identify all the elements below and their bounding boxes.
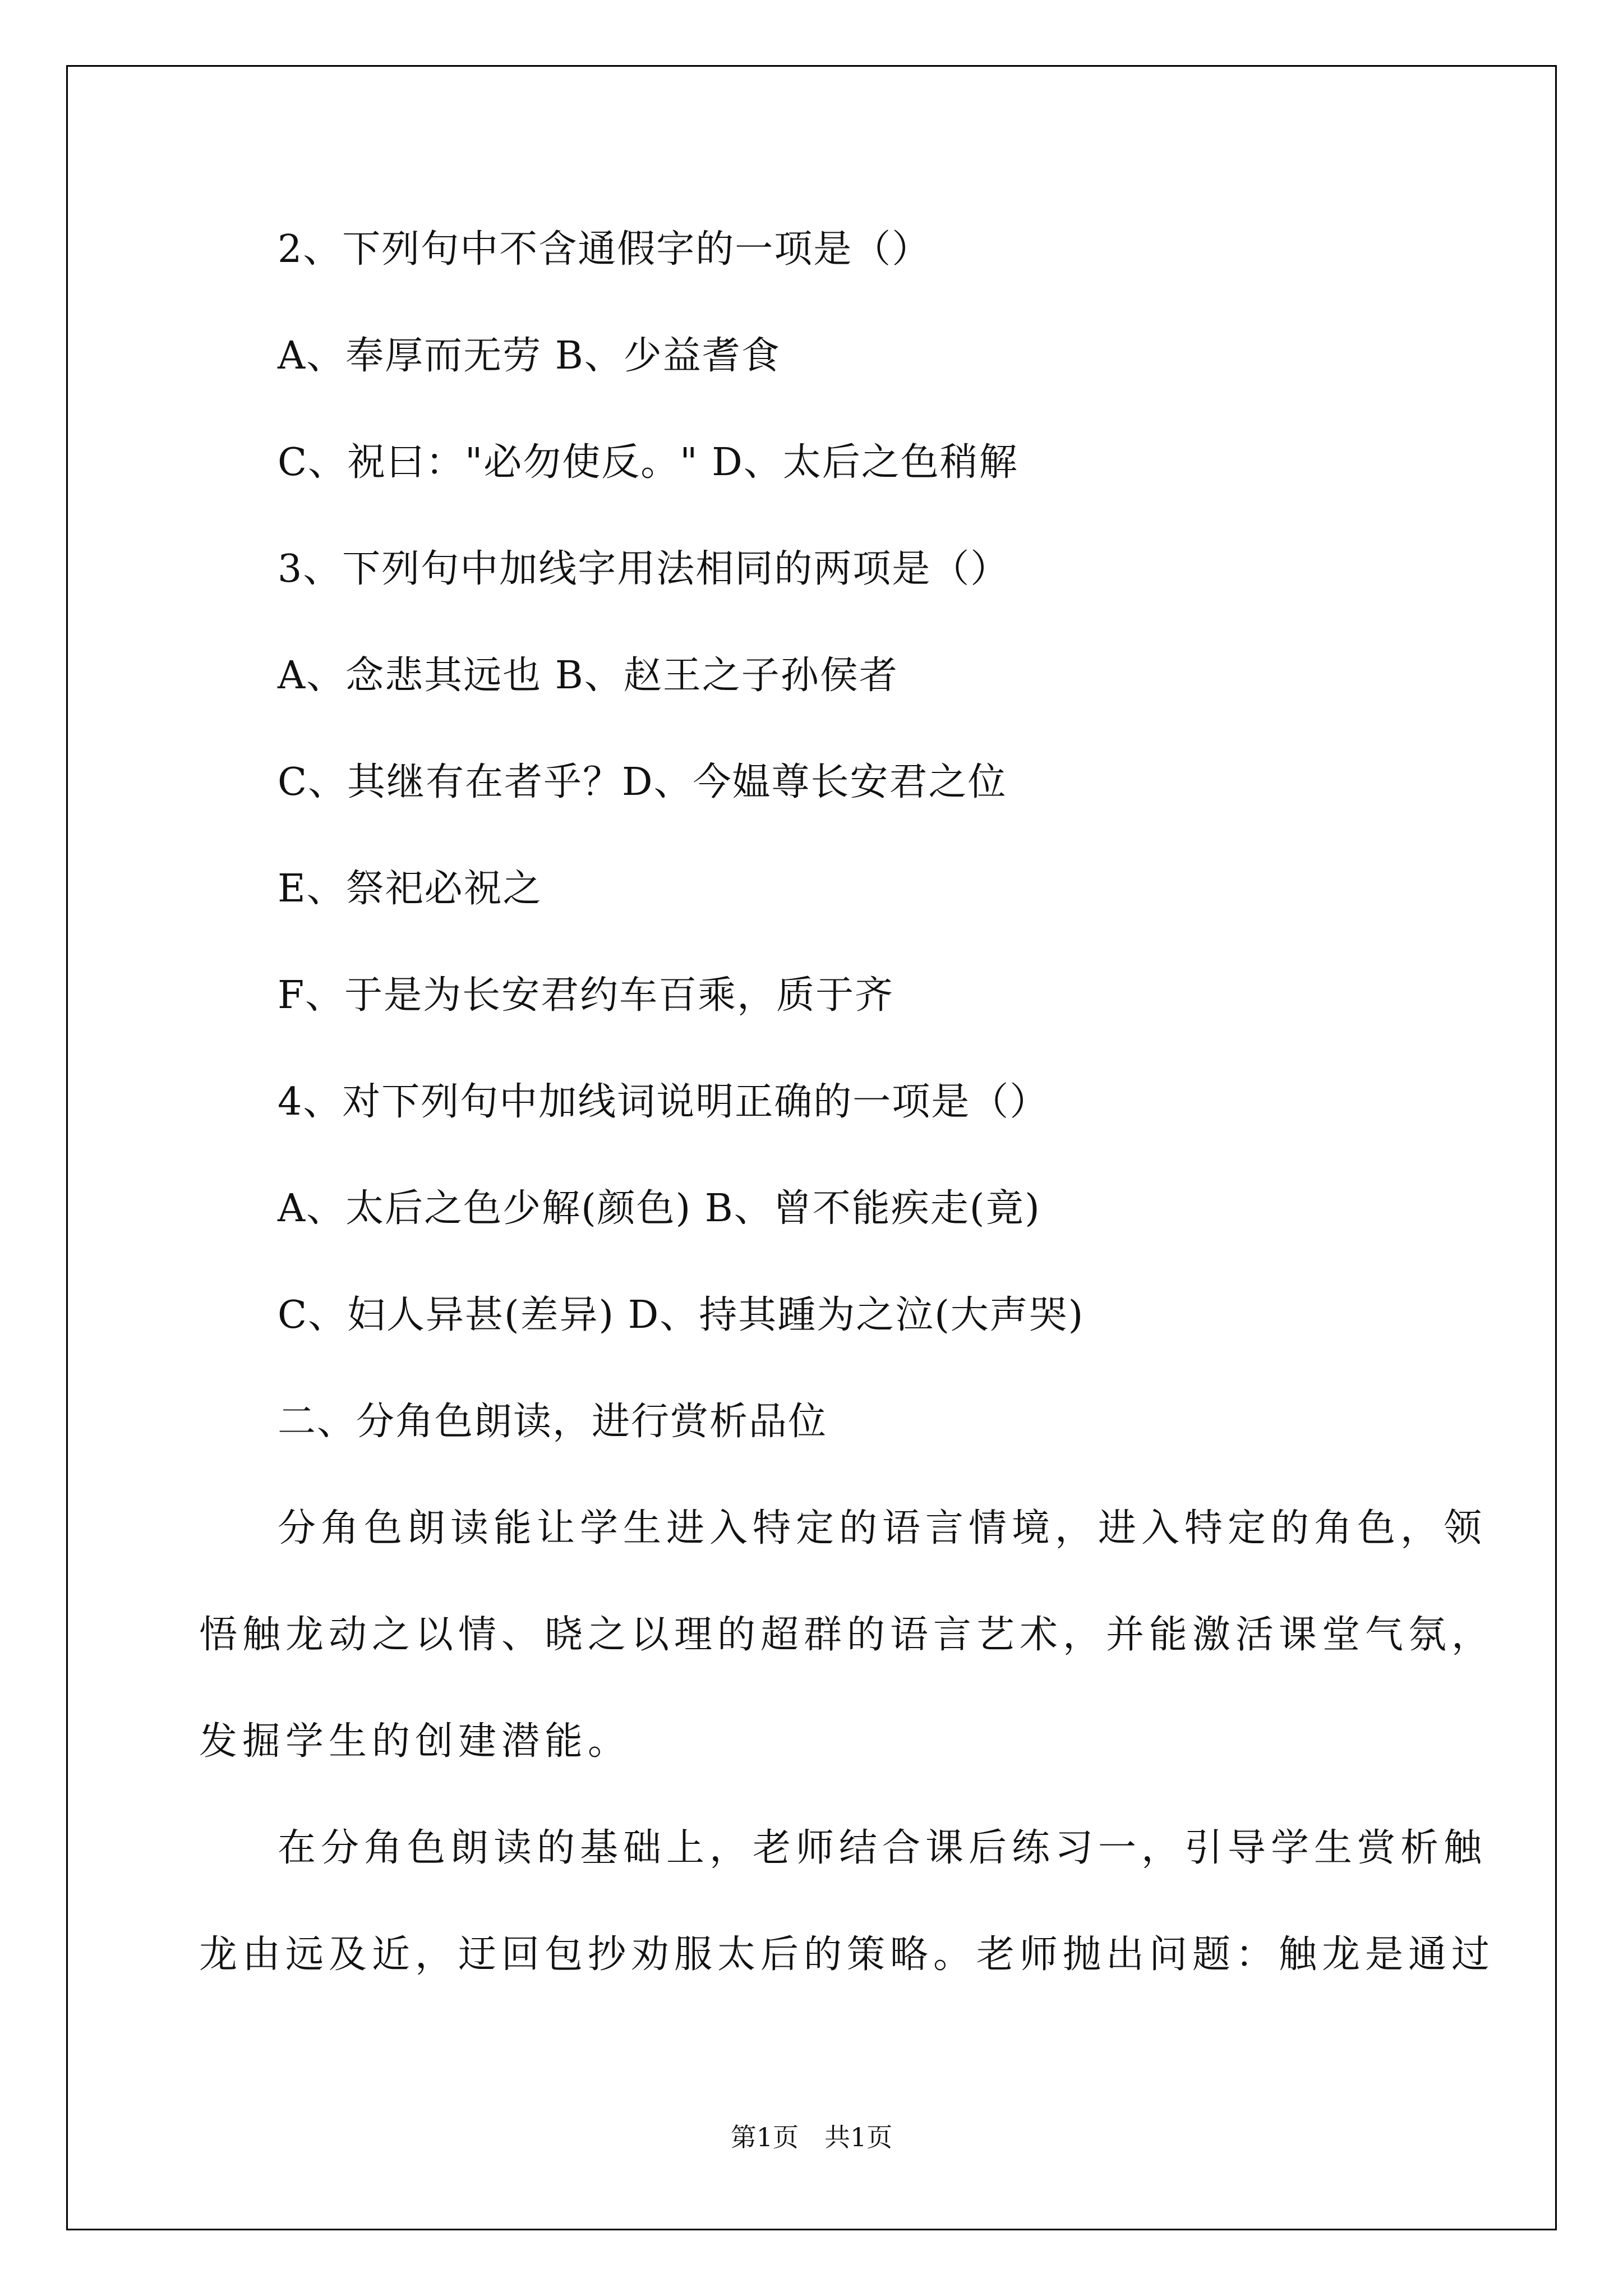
page-footer: 第1页 共1页 [730,2122,893,2152]
question-2-options-ab: A、奉厚而无劳 B、少益耆食 [278,334,781,378]
question-2: 2、下列句中不含通假字的一项是（） [278,227,932,272]
paragraph-2-line-1: 在分角色朗读的基础上，老师结合课后练习一，引导学生赏析触 [278,1826,1487,1870]
question-4-options-cd: C、妇人异甚(差异) D、持其踵为之泣(大声哭) [278,1293,1085,1337]
question-3-options-ab: A、念悲其远也 B、赵王之子孙侯者 [278,654,898,698]
paragraph-2-line-2: 龙由远及近，迂回包抄劝服太后的策略。老师抛出问题：触龙是通过 [199,1932,1495,1977]
question-3-option-f: F、于是为长安君约车百乘，质于齐 [278,973,895,1018]
paragraph-1-line-2: 悟触龙动之以情、晓之以理的超群的语言艺术，并能激活课堂气氛， [199,1613,1495,1657]
section-heading-2: 二、分角色朗读，进行赏析品位 [278,1400,828,1444]
question-4: 4、对下列句中加线词说明正确的一项是（） [278,1080,1049,1124]
question-2-options-cd: C、祝曰："必勿使反。" D、太后之色稍解 [278,440,1018,485]
paragraph-1-line-3: 发掘学生的创建潜能。 [199,1719,631,1764]
question-3-options-cd: C、其继有在者乎？D、今媪尊长安君之位 [278,760,1007,804]
paragraph-1-line-1: 分角色朗读能让学生进入特定的语言情境，进入特定的角色，领 [278,1506,1487,1550]
question-3: 3、下列句中加线字用法相同的两项是（） [278,547,1010,591]
question-4-options-ab: A、太后之色少解(颜色) B、曾不能疾走(竟) [278,1186,1041,1231]
question-3-option-e: E、祭祀必祝之 [278,867,542,911]
page-border [66,65,1557,2230]
